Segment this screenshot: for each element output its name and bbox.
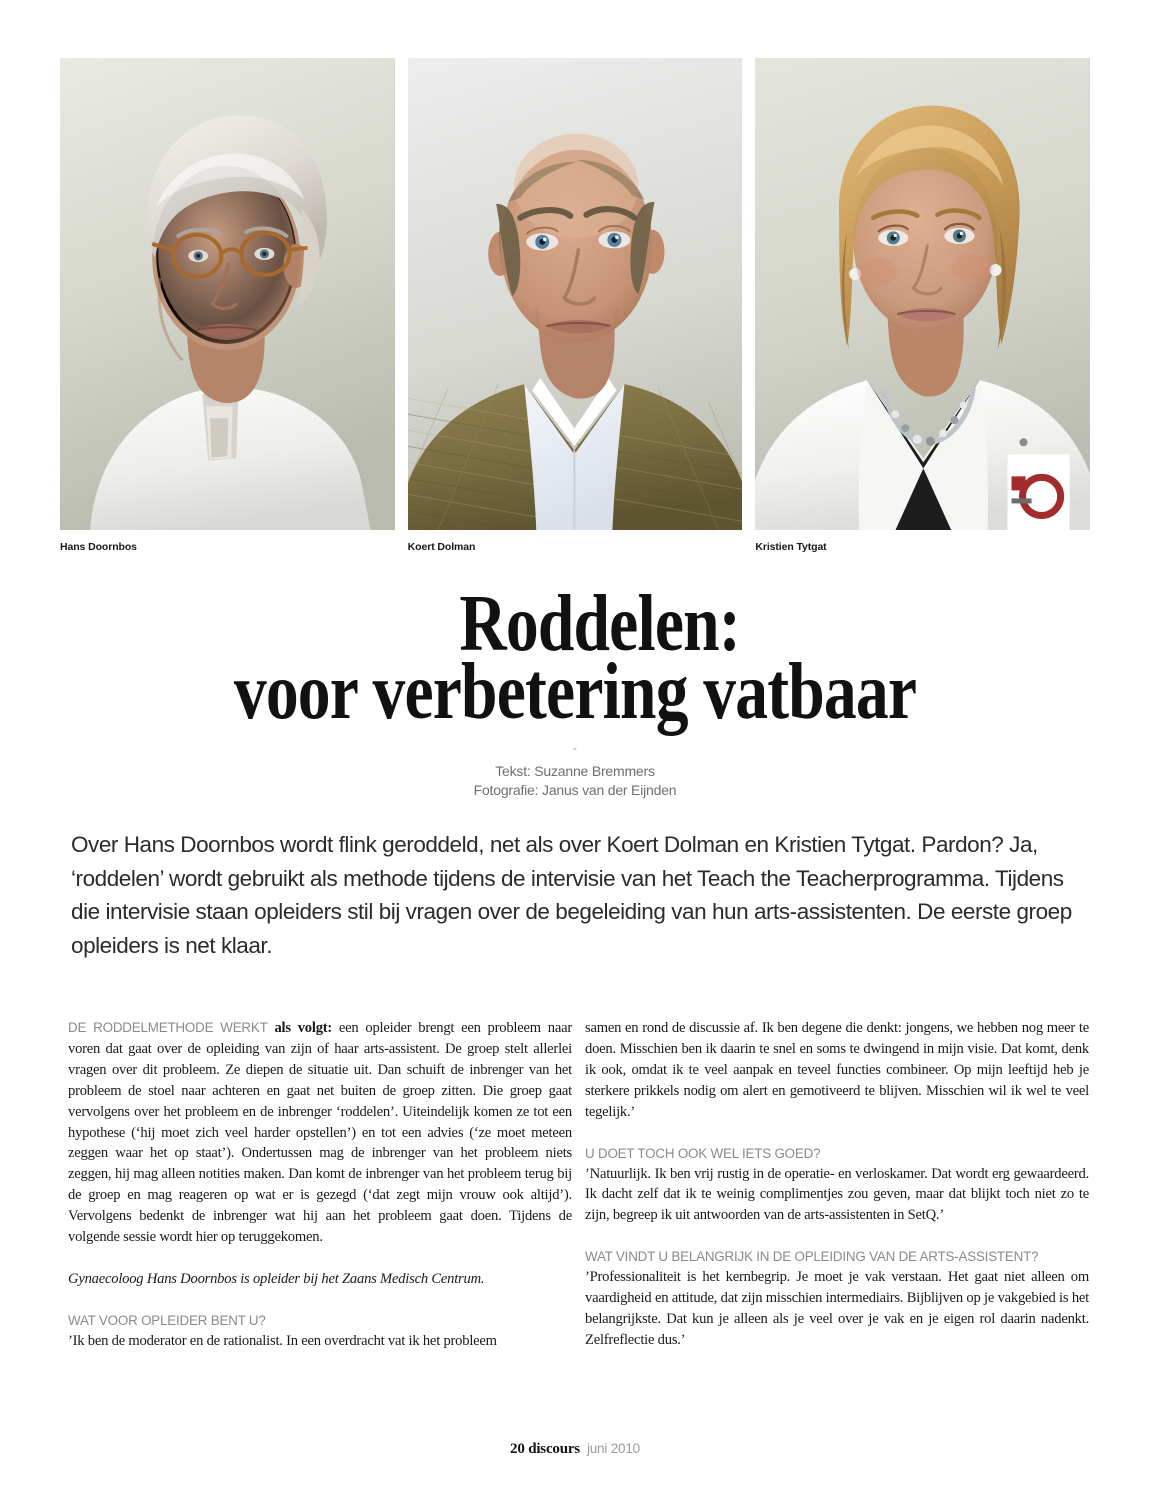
answer-paragraph-2: ’Natuurlijk. Ik ben vrij rustig in de operatie- en verloskamer. Dat wordt erg gewaardeerd. Ik dacht zelf dat ik te weinig complimentjes zou geven, maar dat blijkt toch niet zo te zijn, begreep ik uit antwoorden van de arts-assistenten in SetQ.’ [585, 1165, 1089, 1224]
answer-paragraph-1: ’Ik ben de moderator en de rationalist. In een overdracht vat ik het probleem [68, 1332, 497, 1349]
article-headline [60, 580, 1090, 736]
photo-caption-2: Koert Dolman [407, 541, 476, 553]
credit-author: Tekst: Suzanne Bremmers [495, 763, 655, 779]
photo-caption-1: Hans Doornbos [60, 541, 137, 553]
portrait-image-3 [755, 58, 1090, 530]
portrait-photo-koert-dolman [408, 58, 743, 530]
portrait-photo-hans-doornbos [60, 58, 395, 530]
article-credits [60, 762, 1090, 800]
photo-caption-3: Kristien Tytgat [755, 541, 827, 553]
article-standfirst: Over Hans Doornbos wordt flink geroddeld, net als over Koert Dolman en Kristien Tytgat. Pardon? Ja, ‘roddelen’ wordt gebruikt als methode tijdens de intervisie van het Teach the Teacherprogramma. Tijdens die intervisie staan opleiders stil bij vragen over de begeleiding van hun arts-assistenten. De eerste groep opleiders is net klaar. [71, 832, 1072, 958]
portrait-image-1 [60, 58, 395, 530]
portrait-image-2 [408, 58, 743, 530]
subject-bio-line: Gynaecoloog Hans Doornbos is opleider bij het Zaans Medisch Centrum. [68, 1270, 485, 1287]
answer-continuation: samen en rond de discussie af. Ik ben degene die denkt: jongens, we hebben nog meer te doen. Misschien ben ik daarin te snel en soms te dwingend in mijn visie. Dat komt, denk ik ook, omdat ik te veel aanpak en teveel functies combineer. Op mijn leeftijd heb je sterkere prikkels nodig om alert en gemotiveerd te blijven. Misschien wil ik wel te veel tegelijk.’ [585, 1020, 1089, 1120]
body-column-left [68, 1018, 572, 1398]
portrait-photo-kristien-tytgat [755, 58, 1090, 530]
page-footer [0, 1440, 1150, 1458]
headline-line-2: voor verbetering vatbaar [233, 647, 917, 736]
lede-rest-run: een opleider brengt een probleem naar voren dat gaat over de opleiding van zijn of haar arts-assistent. De groep stelt allerlei vragen over dit probleem. Ze diepen de situatie uit. Dan schuift de inbrenger van het probleem de stoel naar achteren en gaat net buiten de groep zitten. Die groep gaat vervolgens over het probleem en de inbrenger ‘roddelen’. Uiteindelijk komen ze tot een hypothese (‘hij moet zich veel harder opstellen’) en tot een advies (‘ze moet meteen zeggen waar het op staat’). Ondertussen mag de inbrenger van het probleem niets zeggen, hij mag alleen notities maken. Dan komt de inbrenger van het probleem terug bij de groep en mag reageren op wat er is gezegd (‘dat zegt mijn vrouw ook altijd’). Vervolgens bedenkt de inbrenger wat hij aan het probleem gaat doen. Tijdens de volgende sessie wordt hier op teruggekomen. [68, 1020, 572, 1246]
portrait-photo-strip [60, 58, 1090, 530]
lede-paragraph [68, 1018, 572, 1248]
question-heading-1: WAT VOOR OPLEIDER BENT U? [68, 1312, 266, 1328]
lede-dropcaps: DE RODDELMETHODE WERKT [68, 1020, 268, 1035]
article-body-columns [68, 1018, 1090, 1398]
lede-bold-run: als volgt: [267, 1020, 333, 1036]
answer-paragraph-3: ’Professionaliteit is het kernbegrip. Je moet je vak verstaan. Het gaat niet alleen om vaardigheid en attitude, dat zijn misschien intermediairs. Bijblijven op je vakgebied is het belangrijkste. Dat kun je alleen als je veel over je vak en je eigen rol daarin nadenkt. Zelfreflectie dus.’ [585, 1269, 1089, 1348]
question-heading-3: WAT VINDT U BELANGRIJK IN DE OPLEIDING VAN DE ARTS-ASSISTENT? [585, 1249, 1039, 1265]
body-column-right [585, 1018, 1089, 1398]
question-heading-2: U DOET TOCH OOK WEL IETS GOED? [585, 1145, 821, 1161]
credit-photographer: Fotografie: Janus van der Eijnden [473, 782, 677, 798]
credit-divider-dash: - [573, 743, 577, 755]
headline-line-1: Roddelen: [459, 580, 740, 668]
photo-caption-row [60, 538, 1090, 558]
footer-issue-date: juni 2010 [586, 1441, 640, 1456]
footer-page-label: 20 discours [510, 1441, 580, 1457]
